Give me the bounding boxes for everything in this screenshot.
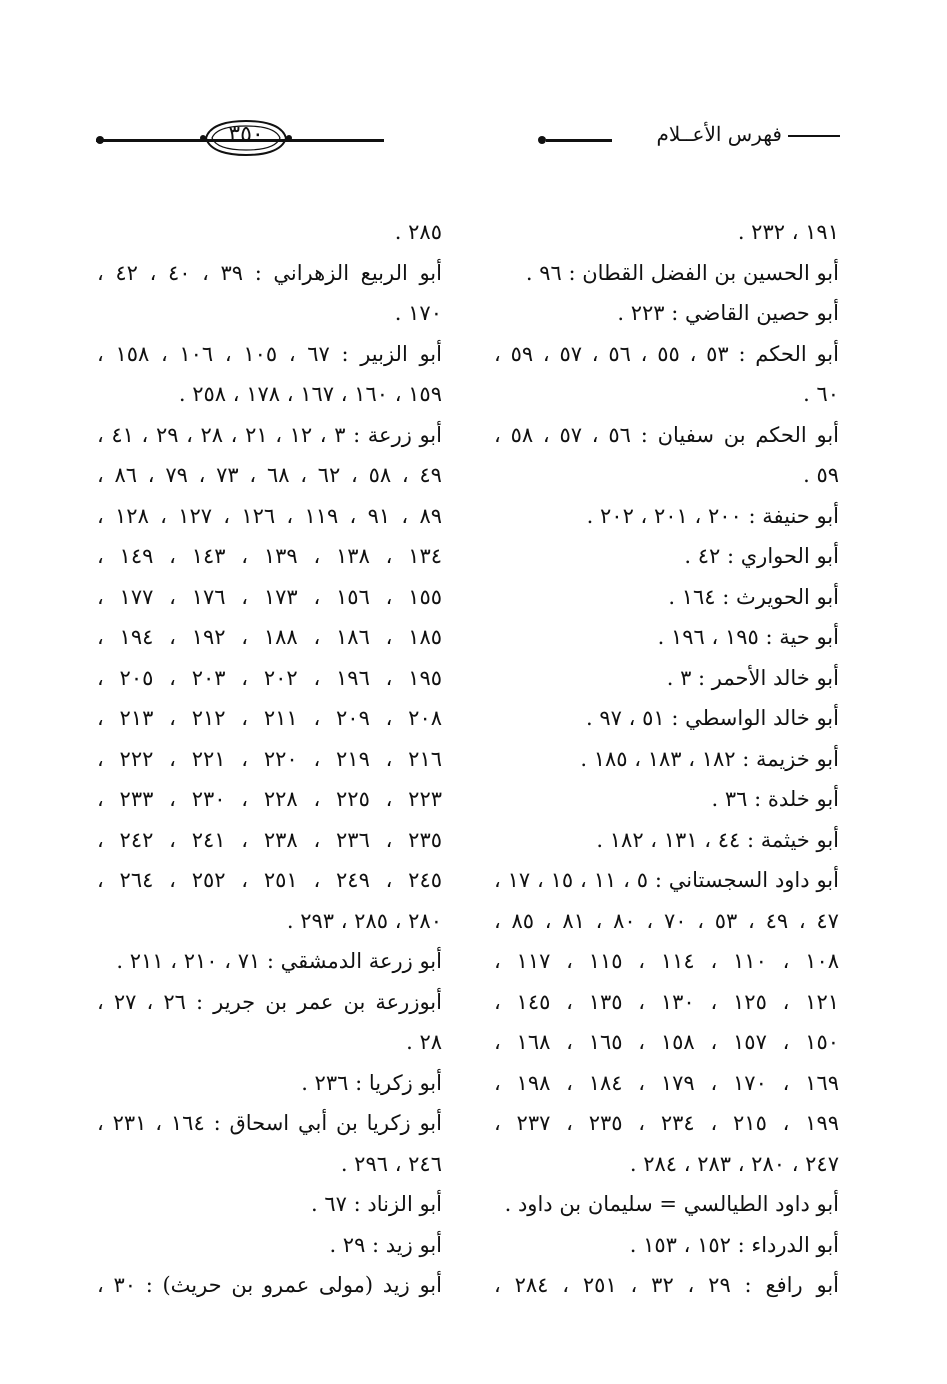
index-line: أبو خالد الأحمر : ٣ .	[666, 665, 839, 690]
index-line: أبو الحويرث : ١٦٤ .	[668, 584, 839, 609]
index-line: ٢٨ .	[406, 1030, 442, 1054]
index-line: أبو الربيع الزهراني : ٣٩ ، ٤٠ ، ٤٢ ،	[97, 260, 442, 285]
index-line: ١٨٥ ، ١٨٦ ، ١٨٨ ، ١٩٢ ، ١٩٤ ،	[97, 625, 443, 649]
index-line: أبو حنيفة : ٢٠٠ ، ٢٠١ ، ٢٠٢ .	[586, 503, 839, 528]
ornament-dot	[538, 136, 546, 144]
index-line: أبو زكريا : ٢٣٦ .	[301, 1070, 442, 1095]
index-line: ٢٨٥ .	[394, 220, 442, 244]
index-line: ٥٩ .	[803, 463, 839, 487]
index-line: ٢٤٦ ، ٢٩٦ .	[340, 1151, 442, 1176]
header-rule	[546, 139, 612, 142]
index-line: أبو خزيمة : ١٨٢ ، ١٨٣ ، ١٨٥ .	[580, 746, 839, 771]
index-line: أبو الزبير : ٦٧ ، ١٠٥ ، ١٠٦ ، ١٥٨ ،	[97, 341, 442, 366]
index-line: أبو الحواري : ٤٢ .	[684, 544, 839, 568]
index-line: أبو خلدة : ٣٦ .	[711, 787, 839, 811]
index-line: أبو زرعة : ٣ ، ١٢ ، ٢١ ، ٢٨ ، ٢٩ ، ٤١ ،	[97, 422, 442, 447]
index-line: أبو داود السجستاني : ٥ ، ١١ ، ١٥ ، ١٧ ،	[494, 868, 839, 892]
index-line: أبوزرعة بن عمر بن جرير : ٢٦ ، ٢٧ ،	[97, 989, 442, 1014]
index-line: ٤٧ ، ٤٩ ، ٥٣ ، ٧٠ ، ٨٠ ، ٨١ ، ٨٥ ،	[494, 908, 839, 933]
index-line: أبو زيد : ٢٩ .	[329, 1232, 442, 1257]
index-line: ٢٤٧ ، ٢٨٠ ، ٢٨٣ ، ٢٨٤ .	[629, 1151, 839, 1176]
index-line: أبو داود الطيالسي = سليمان بن داود .	[504, 1192, 839, 1216]
index-line: ١٠٨ ، ١١٠ ، ١١٤ ، ١١٥ ، ١١٧ ،	[494, 949, 840, 973]
page-header	[96, 108, 840, 168]
title-dash	[788, 135, 840, 137]
index-line: ١٣٤ ، ١٣٨ ، ١٣٩ ، ١٤٣ ، ١٤٩ ،	[97, 544, 443, 568]
index-line: ١٢١ ، ١٢٥ ، ١٣٠ ، ١٣٥ ، ١٤٥ ،	[494, 989, 840, 1014]
index-line: ١٩٩ ، ٢١٥ ، ٢٣٤ ، ٢٣٥ ، ٢٣٧ ،	[494, 1111, 840, 1135]
ornament-dot	[96, 136, 104, 144]
index-line: ١٧٠ .	[394, 301, 442, 325]
index-line: ١٩١ ، ٢٣٢ .	[737, 220, 839, 244]
index-line: ١٥٥ ، ١٥٦ ، ١٧٣ ، ١٧٦ ، ١٧٧ ،	[97, 584, 443, 609]
index-line: ١٥٩ ، ١٦٠ ، ١٦٧ ، ١٧٨ ، ٢٥٨ .	[178, 382, 442, 406]
index-line: ٢٨٠ ، ٢٨٥ ، ٢٩٣ .	[286, 908, 442, 933]
index-line: أبو خيثمة : ٤٤ ، ١٣١ ، ١٨٢ .	[596, 827, 839, 852]
index-line: أبو رافع : ٢٩ ، ٣٢ ، ٢٥١ ، ٢٨٤ ،	[494, 1273, 839, 1297]
running-title	[656, 122, 840, 146]
index-line: أبو زيد (مولى عمرو بن حريث) : ٣٠ ،	[97, 1273, 442, 1297]
index-line: أبو الدرداء : ١٥٢ ، ١٥٣ .	[629, 1232, 839, 1257]
index-line: ٦٠ .	[803, 382, 839, 406]
index-line: أبو زرعة الدمشقي : ٧١ ، ٢١٠ ، ٢١١ .	[116, 949, 442, 973]
index-line: أبو الزناد : ٦٧ .	[311, 1192, 442, 1216]
index-line: ٢٢٣ ، ٢٢٥ ، ٢٢٨ ، ٢٣٠ ، ٢٣٣ ،	[97, 787, 443, 811]
index-line: ٢٣٥ ، ٢٣٦ ، ٢٣٨ ، ٢٤١ ، ٢٤٢ ،	[97, 827, 443, 852]
page-number-frame	[200, 118, 292, 158]
page-number: ٣٥٠	[228, 122, 264, 147]
index-column-right	[494, 212, 839, 1306]
index-line: ١٥٠ ، ١٥٧ ، ١٥٨ ، ١٦٥ ، ١٦٨ ،	[494, 1030, 840, 1054]
index-line: أبو الحكم بن سفيان : ٥٦ ، ٥٧ ، ٥٨ ،	[494, 422, 839, 447]
index-line: ١٩٥ ، ١٩٦ ، ٢٠٢ ، ٢٠٣ ، ٢٠٥ ،	[97, 665, 443, 690]
index-line: ٢١٦ ، ٢١٩ ، ٢٢٠ ، ٢٢١ ، ٢٢٢ ،	[97, 746, 443, 771]
index-line: أبو حصين القاضي : ٢٢٣ .	[617, 301, 839, 325]
index-line: ٨٩ ، ٩١ ، ١١٩ ، ١٢٦ ، ١٢٧ ، ١٢٨ ،	[97, 503, 443, 528]
index-line: أبو خالد الواسطي : ٥١ ، ٩٧ .	[586, 706, 839, 730]
running-title-text: فهرس الأعــلام	[656, 122, 782, 146]
index-line: ٢٠٨ ، ٢٠٩ ، ٢١١ ، ٢١٢ ، ٢١٣ ،	[97, 706, 443, 730]
index-line: أبو الحكم : ٥٣ ، ٥٥ ، ٥٦ ، ٥٧ ، ٥٩ ،	[494, 341, 839, 366]
index-line: ٤٩ ، ٥٨ ، ٦٢ ، ٦٨ ، ٧٣ ، ٧٩ ، ٨٦ ،	[97, 463, 442, 487]
index-line: أبو زكريا بن أبي اسحاق : ١٦٤ ، ٢٣١ ،	[97, 1111, 442, 1135]
index-line: أبو الحسين بن الفضل القطان : ٩٦ .	[525, 260, 839, 285]
index-line: ١٦٩ ، ١٧٠ ، ١٧٩ ، ١٨٤ ، ١٩٨ ،	[494, 1070, 840, 1095]
index-line: أبو حية : ١٩٥ ، ١٩٦ .	[657, 625, 839, 649]
index-column-left	[97, 212, 442, 1306]
index-line: ٢٤٥ ، ٢٤٩ ، ٢٥١ ، ٢٥٢ ، ٢٦٤ ،	[97, 868, 443, 892]
